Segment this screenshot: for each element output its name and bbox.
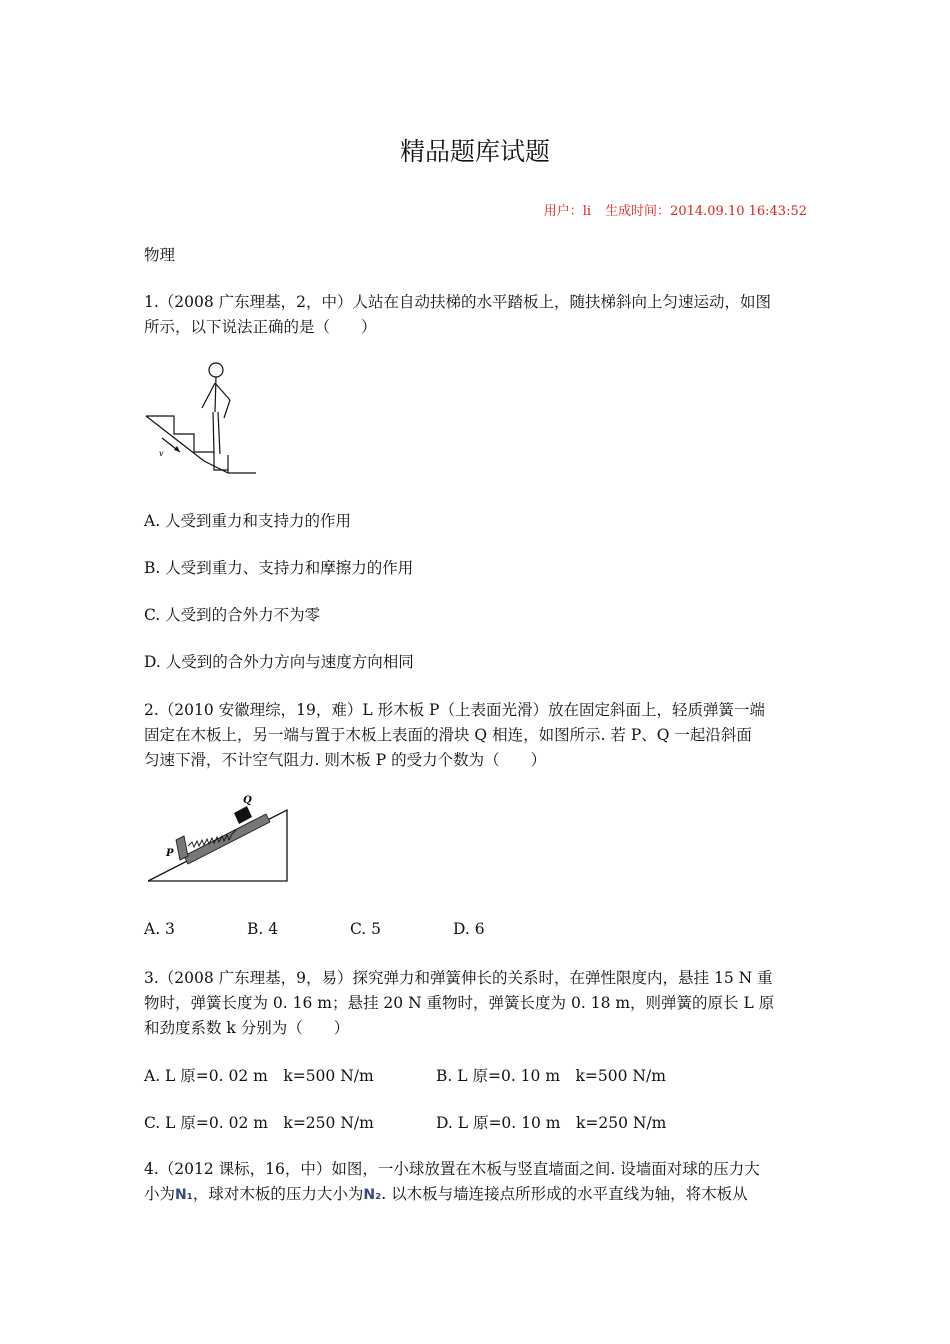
q3-line-2: 物时，弹簧长度为 0. 16 m；悬挂 20 N 重物时，弹簧长度为 0. 18 m，则弹簧的原长 L 原 bbox=[144, 994, 775, 1012]
q3-line-3: 和劲度系数 k 分别为（ ） bbox=[144, 1019, 350, 1037]
q3-line-1: 3.（2008 广东理基，9，易）探究弹力和弹簧伸长的关系时，在弹性限度内，悬挂 15 N 重 bbox=[144, 969, 773, 987]
page-title: 精品题库试题 bbox=[399, 137, 550, 166]
q2-option-b: B. 4 bbox=[247, 920, 279, 938]
n1-symbol: N₁ bbox=[175, 1187, 193, 1203]
q1-option-d: D. 人受到的合外力方向与速度方向相同 bbox=[144, 653, 414, 671]
time-value: 2014.09.10 16:43:52 bbox=[670, 204, 807, 219]
q4-line-2-c: . 以木板与墙连接点所形成的水平直线为轴，将木板从 bbox=[381, 1185, 748, 1203]
q4-line-2-b: ，球对木板的压力大小为 bbox=[192, 1185, 364, 1203]
generation-info bbox=[544, 200, 807, 219]
velocity-label: v bbox=[159, 449, 164, 458]
q2-option-d: D. 6 bbox=[453, 920, 485, 938]
q2-line-2: 固定在木板上，另一端与置于木板上表面的滑块 Q 相连，如图所示. 若 P、Q 一起沿斜面 bbox=[144, 726, 752, 744]
q4-line-1: 4.（2012 课标，16，中）如图，一小球放置在木板与竖直墙面之间. 设墙面对球的压力大 bbox=[144, 1160, 760, 1178]
q3-option-a: A. L 原=0. 02 m k=500 N/m bbox=[144, 1067, 374, 1085]
q3-option-b: B. L 原=0. 10 m k=500 N/m bbox=[436, 1067, 666, 1085]
q1-option-b: B. 人受到重力、支持力和摩擦力的作用 bbox=[144, 559, 414, 577]
q2-line-1: 2.（2010 安徽理综，19，难）L 形木板 P（上表面光滑）放在固定斜面上，轻质弹簧一端 bbox=[144, 701, 765, 719]
q3-option-d: D. L 原=0. 10 m k=250 N/m bbox=[436, 1114, 667, 1132]
user-name: li bbox=[582, 204, 592, 219]
user-label: 用户： bbox=[543, 204, 583, 219]
q1-option-c: C. 人受到的合外力不为零 bbox=[144, 606, 321, 624]
escalator-figure bbox=[144, 358, 259, 476]
q3-option-c: C. L 原=0. 02 m k=250 N/m bbox=[144, 1114, 374, 1132]
label-p: P bbox=[166, 848, 174, 859]
time-label: 生成时间： bbox=[605, 204, 671, 219]
n2-symbol: N₂ bbox=[363, 1187, 382, 1203]
q2-line-3: 匀速下滑，不计空气阻力. 则木板 P 的受力个数为（ ） bbox=[144, 751, 547, 769]
incline-figure bbox=[148, 790, 293, 885]
q4-line-2-a: 小为 bbox=[144, 1185, 176, 1203]
q4-line-2 bbox=[144, 1182, 748, 1208]
q2-option-a: A. 3 bbox=[144, 920, 175, 938]
q1-line-2: 所示，以下说法正确的是（ ） bbox=[144, 318, 377, 336]
q1-line-1: 1.（2008 广东理基，2，中）人站在自动扶梯的水平踏板上，随扶梯斜向上匀速运动，如图 bbox=[144, 293, 772, 311]
q2-option-c: C. 5 bbox=[350, 920, 382, 938]
label-q: Q bbox=[243, 795, 252, 806]
subject-heading: 物理 bbox=[144, 246, 176, 264]
q1-option-a: A. 人受到重力和支持力的作用 bbox=[144, 512, 352, 530]
